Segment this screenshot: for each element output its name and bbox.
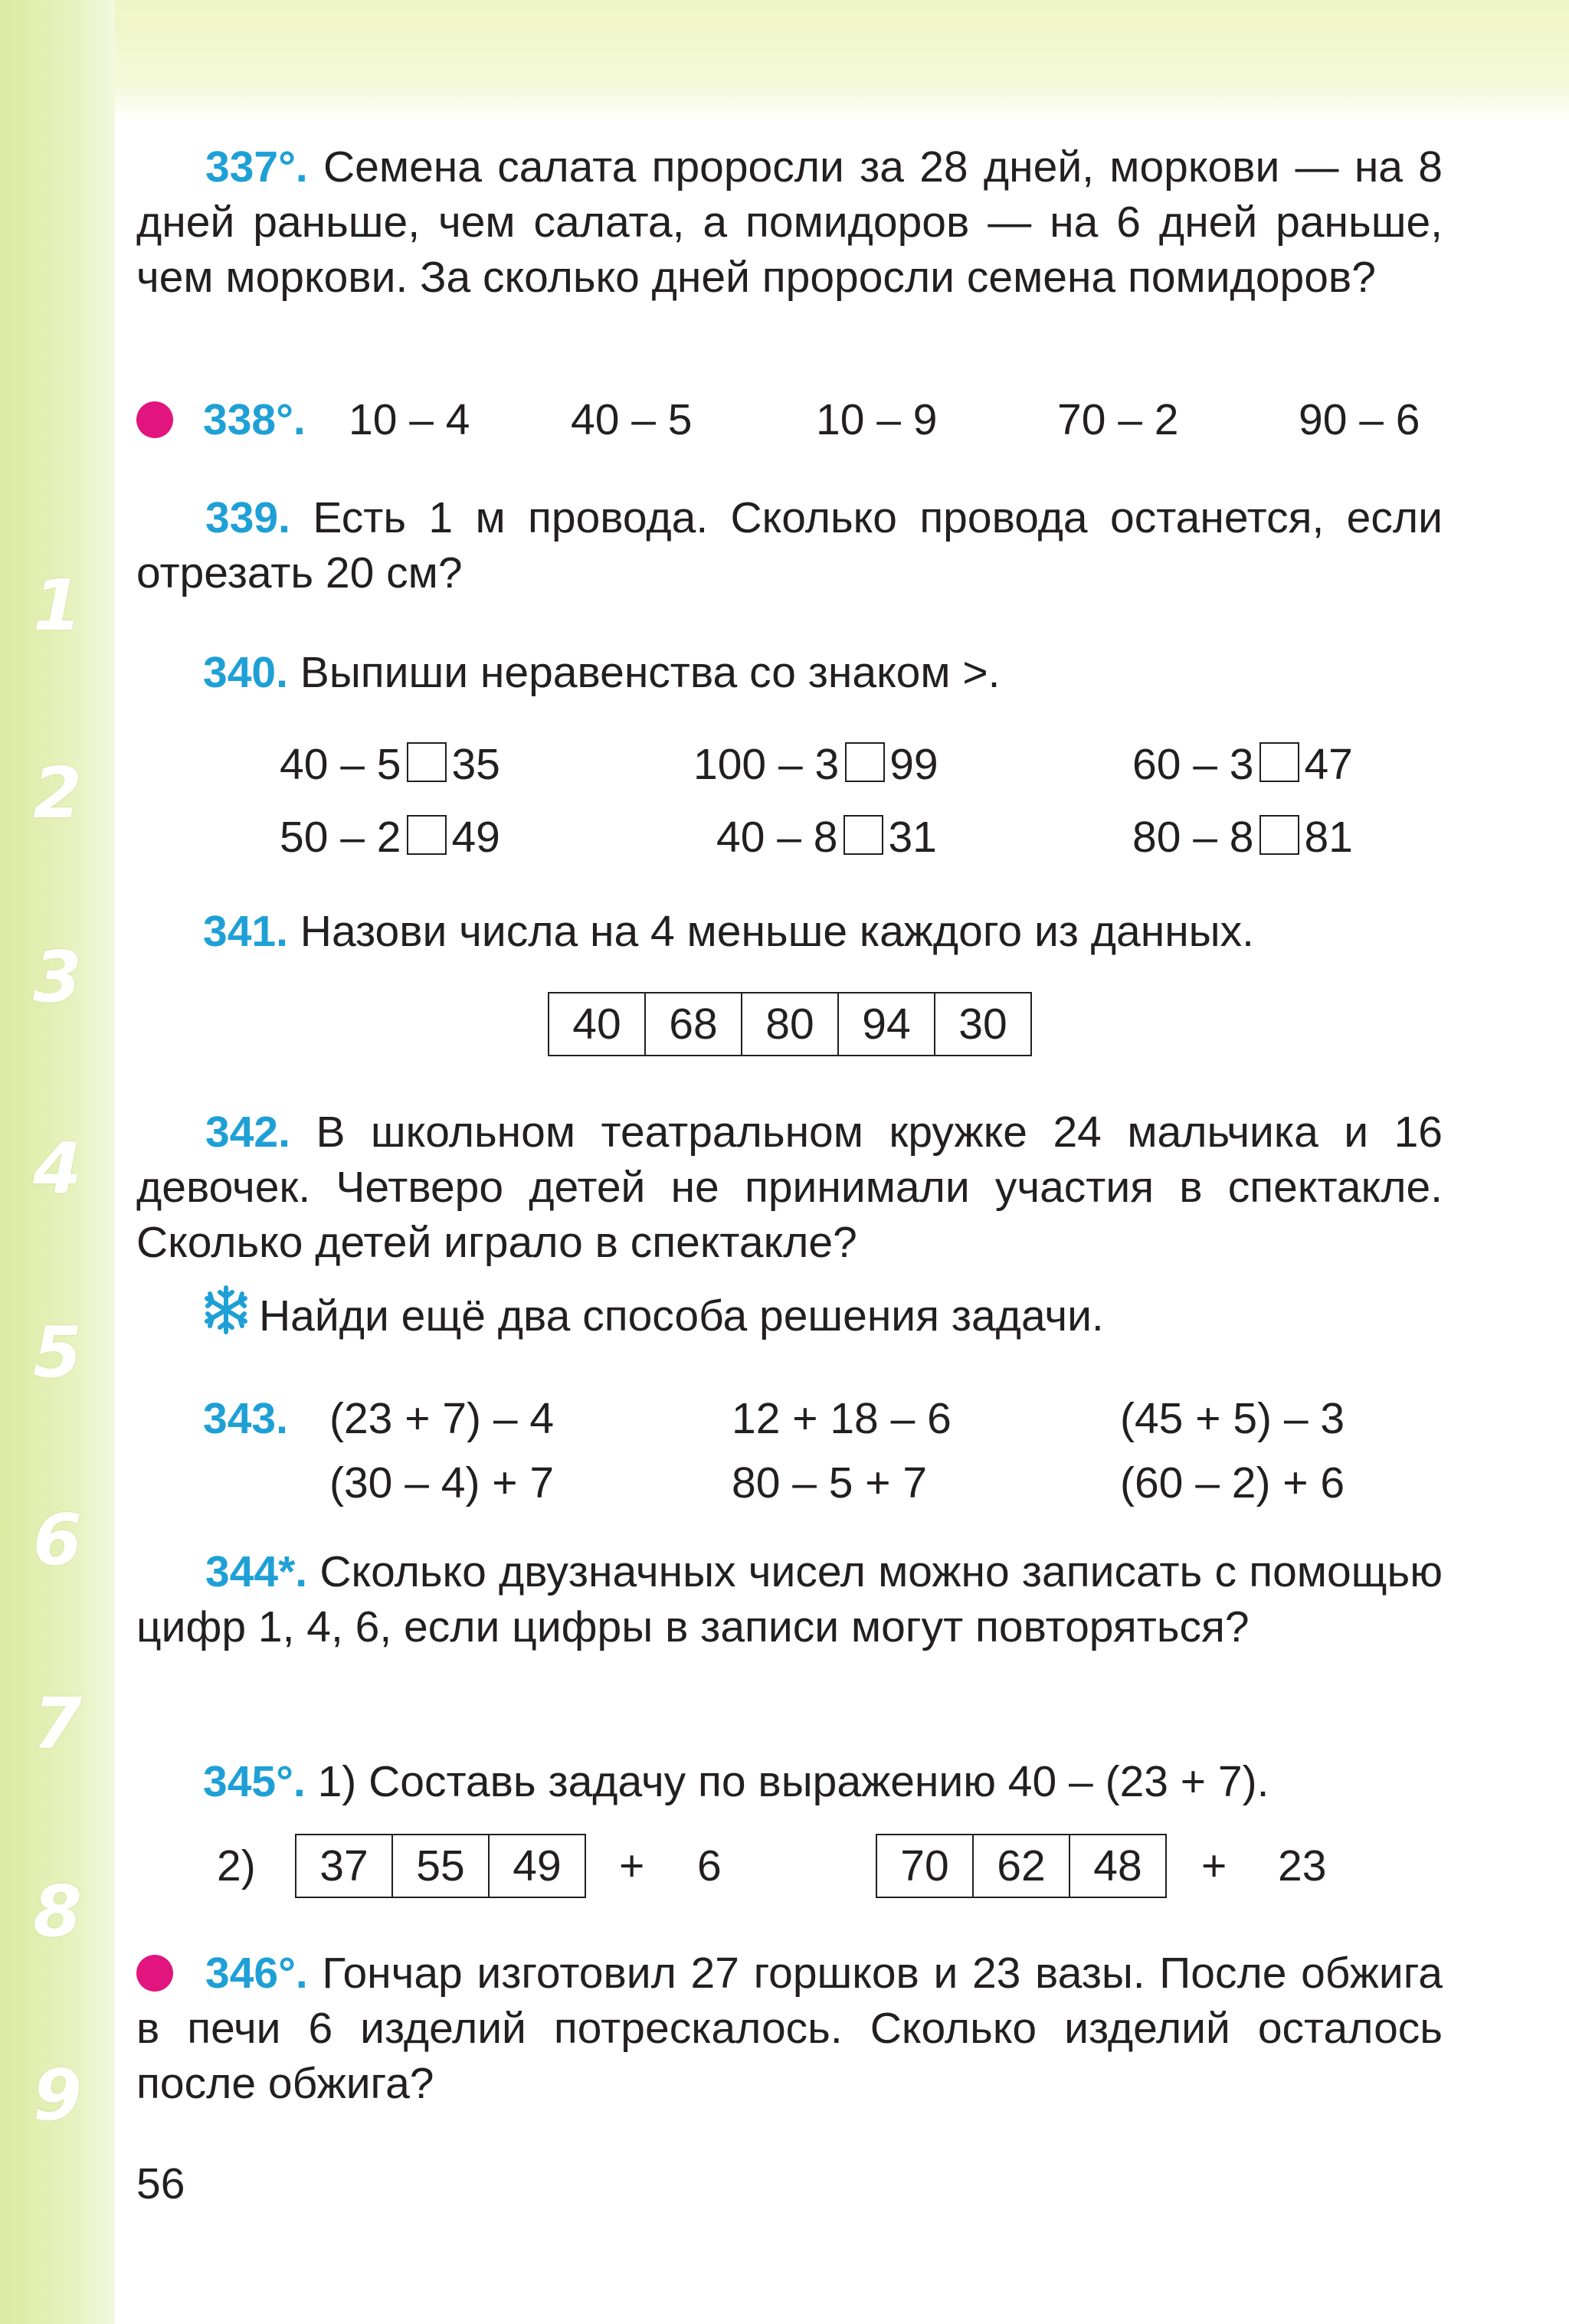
task-340 [203, 645, 1001, 700]
table-cell: 48 [1093, 1841, 1142, 1890]
inequality: 40 – 8 31 [716, 813, 937, 862]
table-cell: 37 [296, 1835, 393, 1897]
number-table [548, 992, 1032, 1056]
sidebar-number-7: 7 [32, 1683, 82, 1765]
task-text: Выпиши неравенства со знаком >. [300, 648, 1001, 697]
expression: 70 – 2 [1057, 395, 1179, 444]
task-text: Сколько двузначных чисел можно записать с помощью цифр 1, 4, 6, если цифры в записи могут повторяться? [136, 1547, 1443, 1651]
operand: 6 [697, 1841, 722, 1890]
task-text: Есть 1 м провода. Сколько провода останется, если отрезать 20 см? [136, 493, 1443, 597]
bullet-icon [136, 401, 173, 438]
sidebar-number-1: 1 [32, 565, 82, 646]
sidebar-number-2: 2 [32, 752, 82, 834]
task-338 [203, 392, 306, 447]
task-339 [136, 490, 1443, 601]
expression: (60 – 2) + 6 [1120, 1458, 1345, 1507]
task-number: 338°. [203, 395, 306, 444]
task-number: 341. [203, 907, 288, 956]
operator: + [1201, 1841, 1227, 1890]
answer-box[interactable] [845, 742, 885, 782]
expression: 10 – 9 [816, 395, 938, 444]
table-cell: 30 [958, 1000, 1007, 1049]
expression: 12 + 18 – 6 [732, 1394, 952, 1443]
table-cell: 80 [742, 993, 839, 1055]
table-cell: 62 [974, 1835, 1070, 1897]
table-cell: 94 [839, 993, 935, 1055]
task-number: 346°. [205, 1949, 308, 1998]
extra-text: Найди ещё два способа решения задачи. [259, 1291, 1104, 1340]
snowflake-icon [201, 1285, 251, 1335]
table-cell: 70 [877, 1835, 974, 1897]
sidebar-number-4: 4 [32, 1128, 82, 1209]
operator: + [619, 1841, 645, 1890]
inequality: 40 – 5 35 [280, 740, 500, 789]
inequality: 50 – 2 49 [280, 813, 500, 862]
task-text: Гончар изготовил 27 горшков и 23 вазы. После обжига в печи 6 изделий потрескалось. Сколько изделий осталось после обжига? [136, 1949, 1443, 2108]
expression: 80 – 5 + 7 [732, 1458, 928, 1507]
sidebar-number-3: 3 [32, 936, 82, 1018]
sidebar-number-8: 8 [32, 1871, 82, 1952]
expression: (23 + 7) – 4 [329, 1394, 555, 1443]
task-number: 339. [205, 493, 290, 542]
inequality: 100 – 3 99 [693, 740, 938, 789]
task-number: 337°. [205, 142, 308, 191]
answer-box[interactable] [1259, 815, 1299, 855]
task-number: 345°. [203, 1757, 306, 1806]
inequality: 80 – 8 81 [1132, 813, 1353, 862]
expression: (45 + 5) – 3 [1120, 1394, 1345, 1443]
expression: 10 – 4 [349, 395, 470, 444]
task-337 [136, 139, 1443, 305]
task-number: 344*. [205, 1547, 308, 1596]
task-343 [203, 1391, 288, 1446]
task-342 [136, 1105, 1443, 1270]
number-table [876, 1834, 1167, 1898]
task-341 [203, 904, 1254, 959]
number-table [295, 1834, 586, 1898]
task-number: 343. [203, 1394, 288, 1443]
task-number: 340. [203, 648, 288, 697]
task-text: 1) Составь задачу по выражению 40 – (23 + 7). [317, 1757, 1269, 1806]
task-text: Семена салата проросли за 28 дней, моркови — на 8 дней раньше, чем салата, а помидоров — на 6 дней раньше, чем моркови. За сколько дней проросли семена помидоров? [136, 142, 1443, 302]
task-text: В школьном театральном кружке 24 мальчика и 16 девочек. Четверо детей не принимали участия в спектакле. Сколько детей играло в спектакле? [136, 1108, 1443, 1267]
task-346 [136, 1946, 1443, 2111]
answer-box[interactable] [1259, 742, 1299, 782]
inequality: 60 – 3 47 [1132, 740, 1353, 789]
page-number: 56 [136, 2159, 185, 2208]
expression: (30 – 4) + 7 [329, 1458, 555, 1507]
table-cell: 55 [393, 1835, 490, 1897]
task-344 [136, 1544, 1443, 1655]
expression: 90 – 6 [1299, 395, 1420, 444]
task-345 [203, 1754, 1269, 1809]
answer-box[interactable] [843, 815, 883, 855]
task-text: Назови числа на 4 меньше каждого из данных. [300, 907, 1254, 956]
table-cell: 68 [646, 993, 742, 1055]
sidebar-number-9: 9 [32, 2054, 82, 2136]
operand: 23 [1278, 1841, 1327, 1890]
answer-box[interactable] [407, 815, 447, 855]
expression: 40 – 5 [571, 395, 693, 444]
sidebar-number-5: 5 [32, 1311, 82, 1393]
task-342-extra [201, 1285, 1104, 1344]
part-label: 2) [217, 1841, 256, 1890]
table-cell: 40 [549, 993, 646, 1055]
answer-box[interactable] [407, 742, 447, 782]
sidebar-number-6: 6 [32, 1499, 82, 1581]
table-cell: 49 [513, 1841, 562, 1890]
task-number: 342. [205, 1108, 290, 1157]
